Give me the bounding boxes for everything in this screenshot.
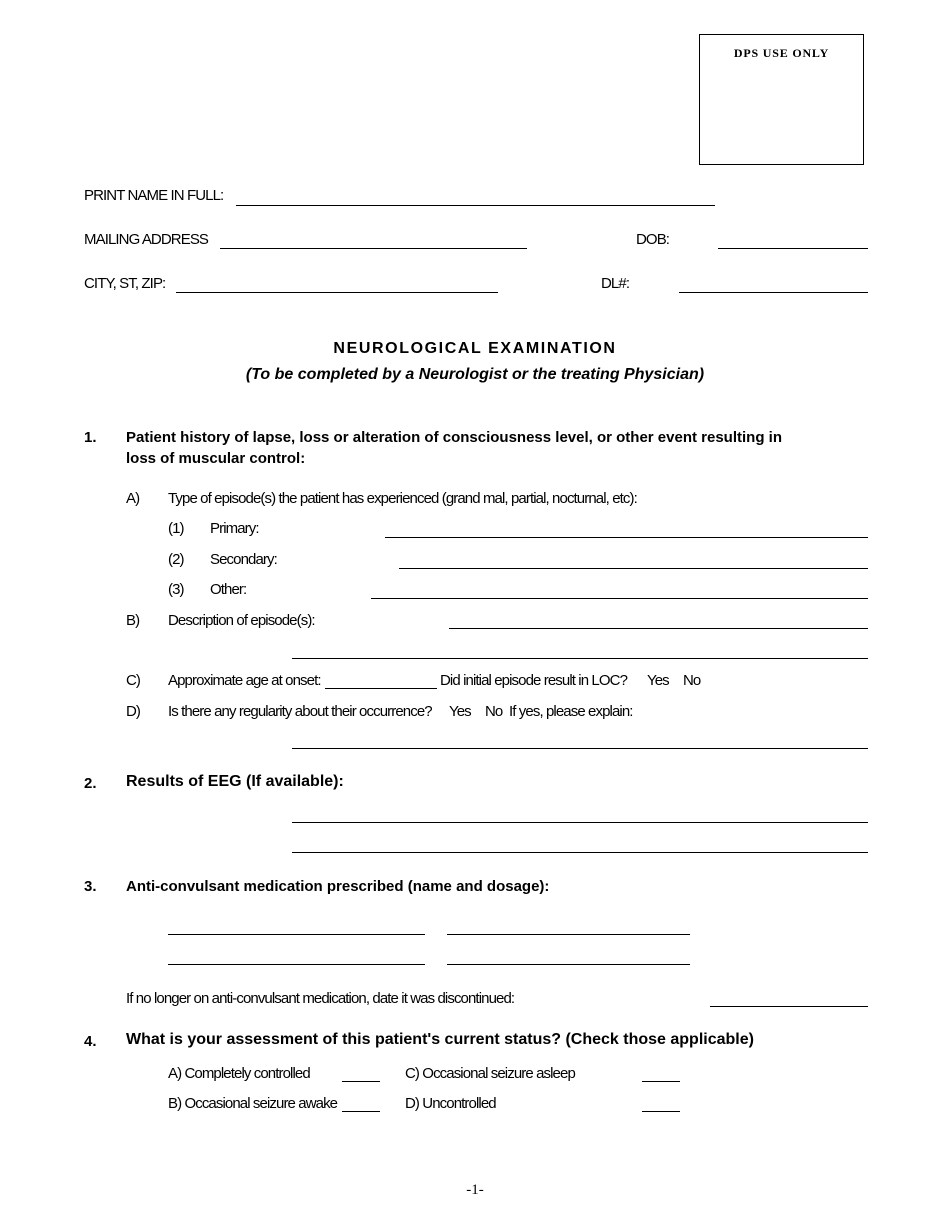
mailing-address-field[interactable] (220, 248, 527, 249)
q4-option-b-checkbox[interactable] (342, 1111, 380, 1112)
q1a-other-field[interactable] (371, 598, 868, 599)
q1a-item-num: (2) (168, 551, 184, 568)
q4-number: 4. (84, 1033, 97, 1050)
print-name-field[interactable] (236, 205, 715, 206)
q1a-text: Type of episode(s) the patient has experienced (grand mal, partial, nocturnal, etc): (168, 490, 637, 507)
q1b-letter: B) (126, 612, 140, 629)
mailing-address-label: MAILING ADDRESS (84, 231, 209, 248)
dob-field[interactable] (718, 248, 868, 249)
q4-option-d-checkbox[interactable] (642, 1111, 680, 1112)
q4-option-c-checkbox[interactable] (642, 1081, 680, 1082)
q1d-yes-option[interactable]: Yes (449, 703, 471, 720)
q1c-yes-option[interactable]: Yes (647, 672, 669, 689)
q1a-item-num: (1) (168, 520, 184, 537)
dps-use-only-box (699, 34, 864, 165)
q1c-loc-question: Did initial episode result in LOC? (440, 672, 628, 689)
q1a-letter: A) (126, 490, 140, 507)
q1b-description-field-1[interactable] (449, 628, 868, 629)
q1c-text: Approximate age at onset: (168, 672, 321, 689)
q4-option-d-label: D) Uncontrolled (405, 1095, 496, 1112)
q1d-no-option[interactable]: No (485, 703, 503, 720)
q1d-letter: D) (126, 703, 141, 720)
q1b-text: Description of episode(s): (168, 612, 315, 629)
q1a-primary-field[interactable] (385, 537, 868, 538)
page-title: NEUROLOGICAL EXAMINATION (333, 340, 617, 357)
q1a-secondary-field[interactable] (399, 568, 868, 569)
q3-dosage-field[interactable] (447, 934, 690, 935)
q1b-description-field-2[interactable] (292, 658, 868, 659)
dl-number-field[interactable] (679, 292, 868, 293)
q3-number: 3. (84, 878, 97, 895)
page-number: -1- (466, 1182, 484, 1198)
q1a-item-num: (3) (168, 581, 184, 598)
q1-text-line1: Patient history of lapse, loss or alteration of consciousness level, or other event resulting in (126, 429, 782, 446)
city-st-zip-field[interactable] (176, 292, 498, 293)
q1c-age-field[interactable] (325, 688, 437, 689)
print-name-label: PRINT NAME IN FULL: (84, 187, 224, 204)
page-subtitle: (To be completed by a Neurologist or the treating Physician) (245, 366, 705, 383)
q4-text: What is your assessment of this patient's current status? (Check those applicable) (126, 1031, 754, 1048)
q3-dosage-field[interactable] (447, 964, 690, 965)
q4-option-a-label: A) Completely controlled (168, 1065, 310, 1082)
q3-text: Anti-convulsant medication prescribed (name and dosage): (126, 878, 550, 895)
q1-number: 1. (84, 429, 97, 446)
q4-option-a-checkbox[interactable] (342, 1081, 380, 1082)
city-st-zip-label: CITY, ST, ZIP: (84, 275, 166, 292)
q2-number: 2. (84, 775, 97, 792)
q1a-secondary-label: Secondary: (210, 551, 277, 568)
dob-label: DOB: (636, 231, 670, 248)
dl-number-label: DL#: (601, 275, 630, 292)
q1c-letter: C) (126, 672, 141, 689)
q4-option-c-label: C) Occasional seizure asleep (405, 1065, 575, 1082)
q3-medication-field[interactable] (168, 964, 425, 965)
q4-option-b-label: B) Occasional seizure awake (168, 1095, 338, 1112)
q2-eeg-field-2[interactable] (292, 852, 868, 853)
q1a-other-label: Other: (210, 581, 247, 598)
q1-text-line2: loss of muscular control: (126, 450, 306, 467)
q3-discontinued-date-field[interactable] (710, 1006, 868, 1007)
dps-use-only-label: DPS USE ONLY (733, 46, 830, 60)
q1a-primary-label: Primary: (210, 520, 259, 537)
q2-text: Results of EEG (If available): (126, 773, 344, 790)
q3-discontinued-label: If no longer on anti-convulsant medication, date it was discontinued: (126, 990, 515, 1007)
q1d-explain-field[interactable] (292, 748, 868, 749)
q3-medication-field[interactable] (168, 934, 425, 935)
q2-eeg-field-1[interactable] (292, 822, 868, 823)
q1d-explain-label: If yes, please explain: (509, 703, 633, 720)
q1d-text: Is there any regularity about their occurrence? (168, 703, 432, 720)
q1c-no-option[interactable]: No (683, 672, 701, 689)
